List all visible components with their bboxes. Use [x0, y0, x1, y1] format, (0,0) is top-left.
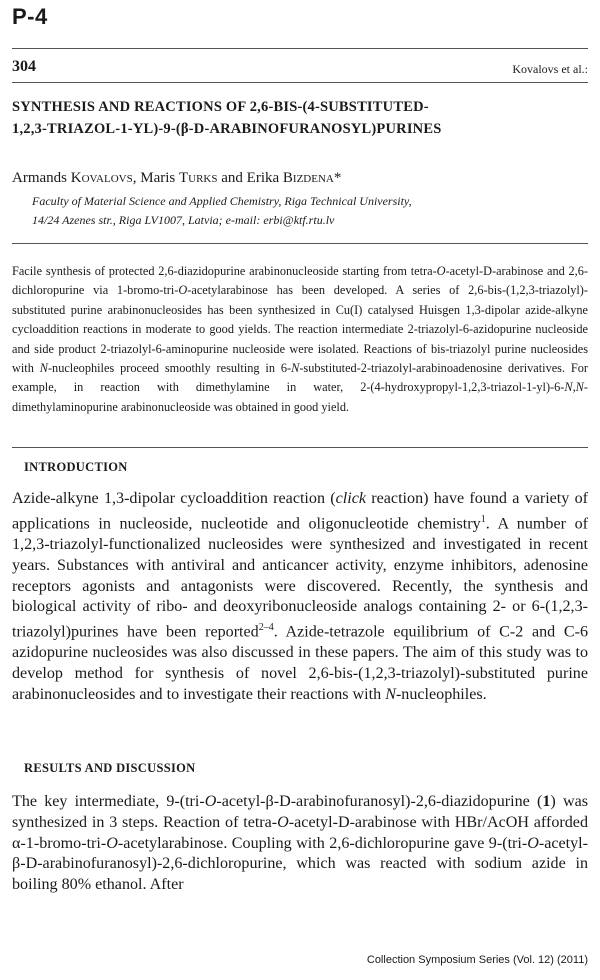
- introduction-paragraph: Azide-alkyne 1,3-dipolar cycloaddition reaction (click reaction) have found a variety of applications in nucleoside, nucleotide and oligonucleotide chemistry$^1$. A number of 1,2,3-triazolyl-functionalized nucleosides were synthesized and investigated in recent years. Substances with antiviral and anticancer activity, enzyme inhibitors, adenosine receptors agonists and antagonists were discovered. Recently, the synthesis and biological activity of ribo- and deoxyribonucleoside analogs containing 2- or 6-(1,2,3-triazolyl)purines have been reported$^{2-4}$. Azide-tetrazole equilibrium of C-2 and C-6 azidopurine nucleosides was also discussed in these papers. The aim of this study was to develop method for synthesis of novel 2,6-bis-(1,2,3-triazolyl)-substituted purine arabinonucleosides and to investigate their reactions with N-nucleophiles.: [12, 490, 589, 703]
- affiliation-line-1: Faculty of Material Science and Applied Chemistry, Riga Technical University,: [32, 194, 412, 208]
- author-list: Armands Kovalovs, Maris Turks and Erika Bizdena*: [12, 170, 342, 186]
- abstract-top-divider: [12, 243, 588, 244]
- introduction-heading: INTRODUCTION: [24, 460, 128, 474]
- affiliation-line-2: 14/24 Azenes str., Riga LV1007, Latvia; e-mail: erbi@ktf.rtu.lv: [32, 213, 335, 227]
- paper-title: [12, 96, 580, 140]
- abstract: [12, 262, 588, 417]
- title-line-1: SYNTHESIS AND REACTIONS OF 2,6-BIS-(4-SUBSTITUTED-: [12, 99, 429, 115]
- running-head: Kovalovs et al.:: [512, 62, 588, 76]
- results-heading: RESULTS AND DISCUSSION: [24, 761, 196, 775]
- top-divider: [12, 48, 588, 49]
- page-number: 304: [12, 58, 36, 75]
- poster-id: P-4: [12, 4, 48, 29]
- footer-citation: Collection Symposium Series (Vol. 12) (2011): [366, 954, 588, 966]
- introduction-body: [12, 489, 588, 706]
- results-paragraph: The key intermediate, 9-(tri-O-acetyl-β-D-arabinofuranosyl)-2,6-diazidopurine (1) was synthesized in 3 steps. Reaction of tetra-O-acetyl-D-arabinose with HBr/AcOH afforded α-1-bromo-tri-O-acetylarabinose. Coupling with 2,6-dichloropurine gave 9-(tri-O-acetyl-β-D-arabinofuranosyl)-2,6-dichloropurine, which was reacted with sodium azide in boiling 80% ethanol. After: [12, 793, 588, 894]
- results-body: [12, 792, 588, 896]
- abstract-text: Facile synthesis of protected 2,6-diazidopurine arabinonucleoside starting from tetra-O-acetyl-D-arabinose and 2,6-dichloropurine via 1-bromo-tri-O-acetylarabinose has been developed. A series of 2,6-bis-(1,2,3-triazolyl)-substituted purine arabinonucleosides has been synthesized in Cu(I) catalysed Huisgen 1,3-dipolar azide-alkyne cycloaddition reactions in moderate to good yields. The reaction intermediate 2-triazolyl-6-azidopurine nucleoside and side product 2-triazolyl-6-aminopurine nucleoside were isolated. Reactions of bis-triazolyl purine nucleosides with N-nucleophiles proceed smoothly resulting in 6-N-substituted-2-triazolyl-arabinoadenosine derivatives. For example, in reaction with dimethylamine in water, 2-(4-hydroxypropyl-1,2,3-triazol-1-yl)-6-N,N-dimethylaminopurine arabinonucleoside was obtained in good yield.: [12, 264, 589, 414]
- affiliation: [32, 192, 586, 230]
- title-line-2: 1,2,3-TRIAZOL-1-YL)-9-(β-D-ARABINOFURANOSYL)PURINES: [12, 121, 442, 137]
- abstract-bottom-divider: [12, 447, 588, 448]
- header-divider: [12, 82, 588, 83]
